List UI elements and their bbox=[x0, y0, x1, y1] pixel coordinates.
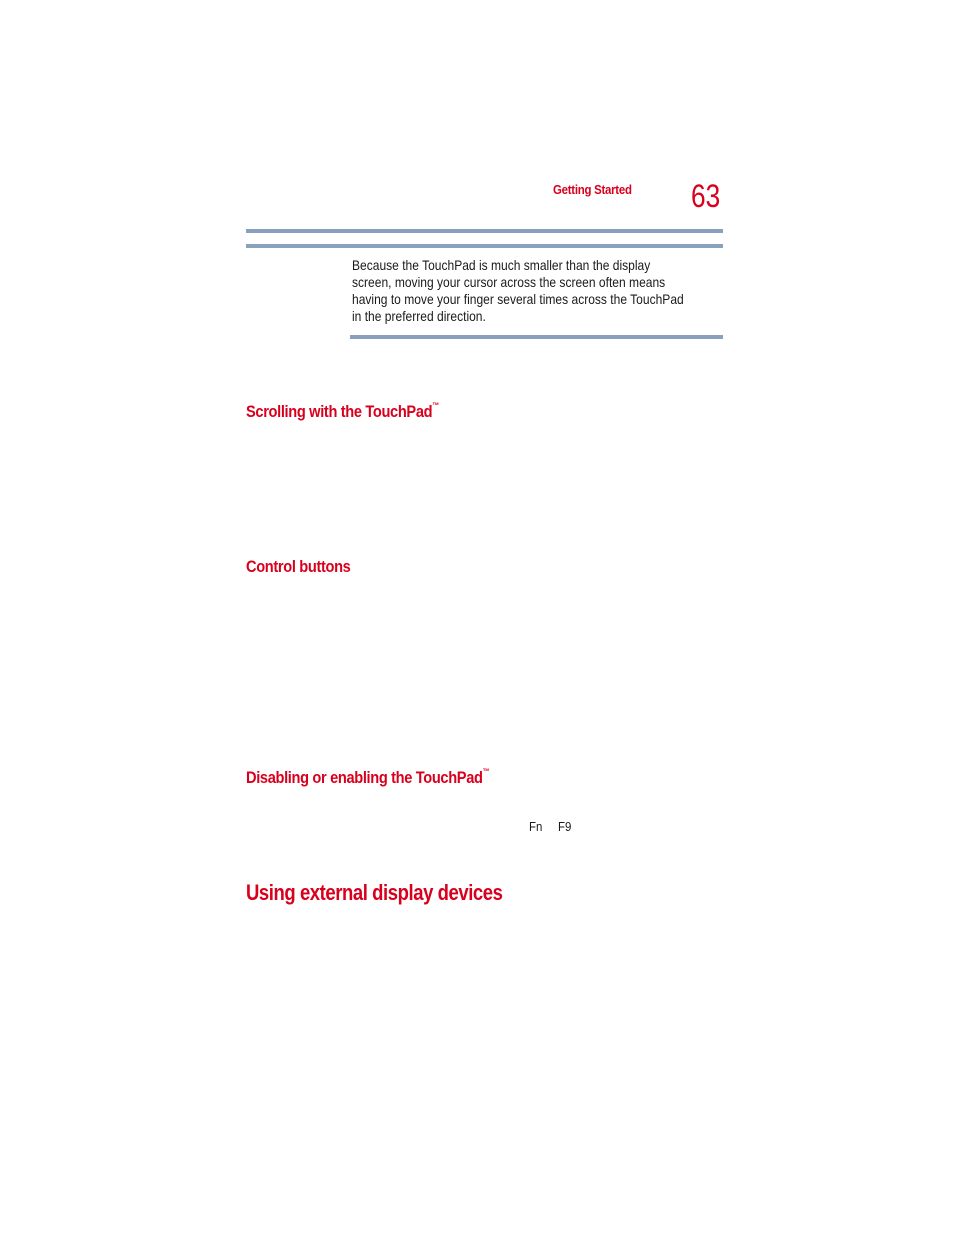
heading-scrolling-text: Scrolling with the TouchPad bbox=[246, 402, 433, 421]
header-rule-top bbox=[246, 229, 723, 233]
page-number: 63 bbox=[691, 178, 721, 214]
heading-control-buttons: Control buttons bbox=[246, 557, 351, 576]
trademark-symbol: ™ bbox=[482, 767, 490, 776]
key-f9: F9 bbox=[558, 819, 572, 834]
heading-external-display: Using external display devices bbox=[246, 880, 503, 905]
heading-disabling bbox=[246, 768, 489, 788]
header-rule-bottom bbox=[246, 244, 723, 248]
note-paragraph: Because the TouchPad is much smaller than the display screen, moving your cursor across the screen often means having to move your finger several times across the TouchPad in the preferred direction. bbox=[352, 257, 684, 324]
note-rule bbox=[350, 335, 723, 339]
running-header-section: Getting Started bbox=[553, 182, 632, 197]
trademark-symbol: ™ bbox=[432, 401, 439, 410]
heading-disabling-text: Disabling or enabling the TouchPad bbox=[246, 768, 483, 787]
key-fn: Fn bbox=[529, 819, 543, 834]
heading-scrolling bbox=[246, 402, 439, 422]
